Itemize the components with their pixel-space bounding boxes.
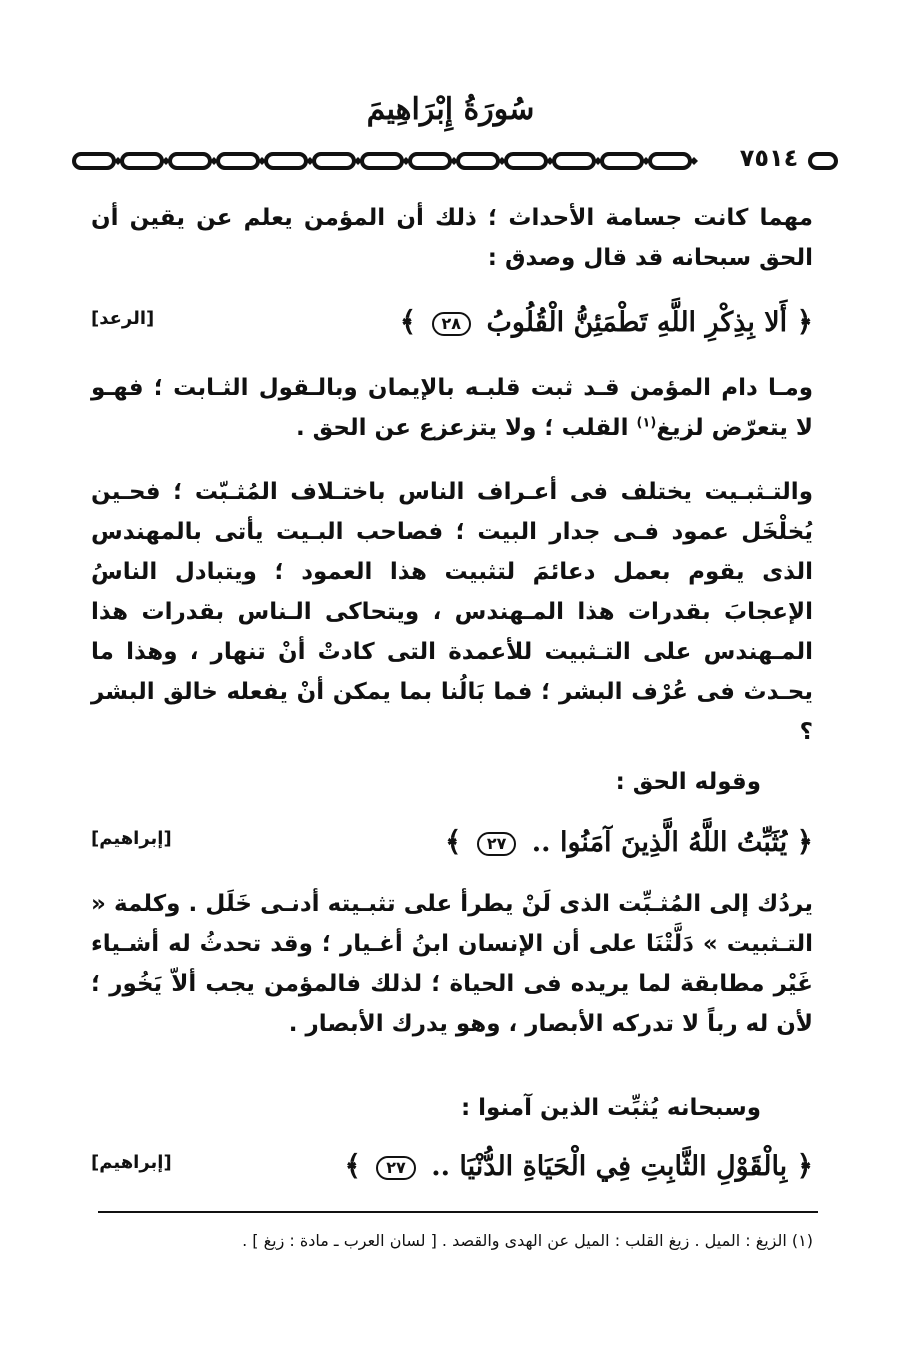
surah-title: سُورَةُ إِبْرَاهِيمَ (366, 92, 535, 127)
surah-reference: [إبراهيم] (91, 828, 172, 849)
ornament-link (218, 154, 258, 168)
paragraph-5: يردُك إلى المُثـبِّت الذى لَنْ يطرأ على تثبـيته أدنـى خَلَل . وكلمة « التـثبيت » دَلَّتْنَا على أن الإنسان ابنُ أغـيار ؛ وقد تحدثُ له أشـياء غَيْر مطابقة لما يريده فى الحياة ؛ لذلك فالمؤمن يجب ألاّ يَخُور ؛ لأن له رباً لا تدركه الأبصار ، وهو يدرك الأبصار . (91, 891, 813, 1037)
ornament-link (554, 154, 594, 168)
ayah-open-bracket: ﴿ (796, 1149, 813, 1182)
ayah-line-3 (91, 1142, 813, 1190)
ornament-link (410, 154, 450, 168)
ayah-line-2 (91, 818, 813, 866)
surah-reference: [الرعد] (91, 308, 155, 329)
ayah-number: ٢٨ (432, 312, 472, 336)
ornament-link (314, 154, 354, 168)
ayah-number: ٢٧ (477, 832, 517, 856)
ornament-link (650, 154, 690, 168)
ornament-link (810, 154, 836, 168)
paragraph-6: وسبحانه يُثبِّت الذين آمنوا : (460, 1095, 761, 1121)
paragraph-4: وقوله الحق : (615, 769, 761, 795)
ornament-link (122, 154, 162, 168)
page-number: ٧٥١٤ (739, 144, 799, 172)
ornament-link (506, 154, 546, 168)
ayah-verse: يُثَبِّتُ اللَّهُ الَّذِينَ آمَنُوا .. (531, 827, 788, 858)
footnote-divider (98, 1211, 818, 1213)
ornament-border (70, 148, 840, 174)
ayah-close-bracket: ﴾ (344, 1149, 361, 1182)
ayah-verse: أَلا بِذِكْرِ اللَّهِ تَطْمَئِنُّ الْقُلُوبُ (486, 307, 788, 338)
paragraph-3: والتـثبـيت يختلف فى أعـراف الناس باختـلاف المُثـبّت ؛ فحـين يُخلْخَل عمود فـى جدار البيت ؛ فصاحب البـيت يأتى بالمهندس الذى يقوم بعمل دعائمَ لتثبيت هذا العمود ؛ ويتبادل الناسُ الإعجابَ بقدرات هذا المـهندس ، ويتحاكى الـناس بقدرات هذا المـهندس على التـثبيت للأعمدة التى كادتْ أنْ تنهار ، وهذا ما يحـدث فى عُرْف البشر ؛ فما بَالُنا بما يمكن أنْ يفعله خالق البشر ؟ (91, 479, 813, 745)
ayah-text-1 (400, 298, 813, 347)
ayah-close-bracket: ﴾ (399, 305, 417, 338)
ayah-text-2 (445, 818, 813, 867)
ayah-verse: بِالْقَوْلِ الثَّابِتِ فِي الْحَيَاةِ الدُّنْيَا .. (431, 1151, 788, 1182)
paragraph-1: مهما كانت جسامة الأحداث ؛ ذلك أن المؤمن يعلم عن يقين أن الحق سبحانه قد قال وصدق : (91, 205, 813, 271)
ayah-open-bracket: ﴿ (796, 825, 813, 858)
paragraph-2-text: ومـا دام المؤمن قـد ثبت قلبـه بالإيمان وبالـقول الثـابت ؛ فهـو لا يتعرّض لزيغ (91, 375, 813, 441)
ayah-open-bracket: ﴿ (796, 305, 813, 338)
footnote: (١) الزيغ : الميل . زيغ القلب : الميل عن الهدى والقصد . [ لسان العرب ـ مادة : زيغ ] . (242, 1231, 813, 1250)
ayah-text-3 (344, 1142, 813, 1191)
paragraph-2 (91, 368, 813, 448)
ornament-link (266, 154, 306, 168)
surah-reference: [إبراهيم] (91, 1152, 172, 1173)
ayah-number: ٢٧ (376, 1156, 416, 1180)
ornament-link (362, 154, 402, 168)
footnote-marker: (١) (636, 415, 657, 431)
ornament-link (74, 154, 114, 168)
ornament-link (458, 154, 498, 168)
ayah-line-1 (91, 298, 813, 346)
ayah-close-bracket: ﴾ (445, 825, 462, 858)
paragraph-2-text-end: القلب ؛ ولا يتزعزع عن الحق . (295, 415, 637, 441)
ornament-link (170, 154, 210, 168)
ornament-link (602, 154, 642, 168)
